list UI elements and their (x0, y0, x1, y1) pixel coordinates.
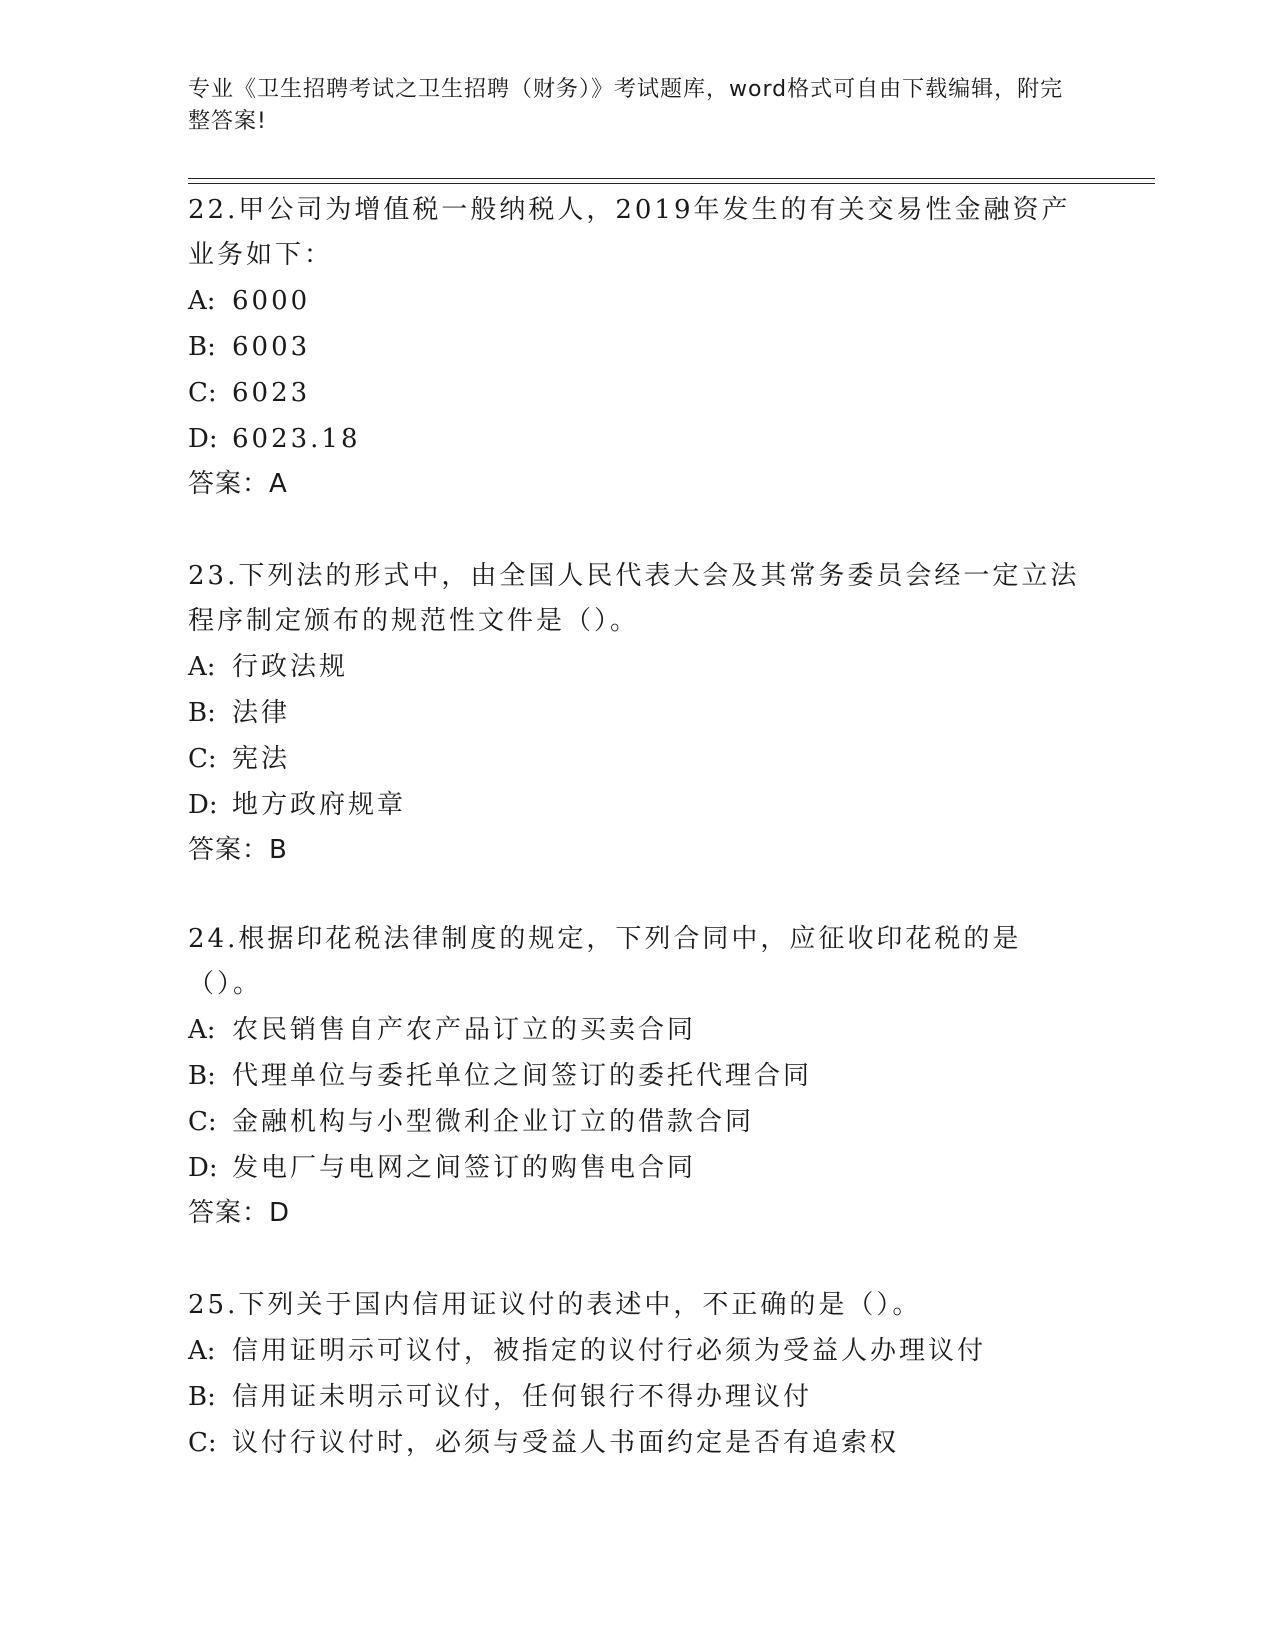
option-d (188, 416, 1088, 462)
option-key: D: (188, 1153, 218, 1183)
option-key: C: (188, 744, 217, 774)
option-key: B: (188, 698, 216, 728)
option-text: 6023 (232, 378, 311, 408)
option-text: 发电厂与电网之间签订的购售电合同 (232, 1153, 697, 1183)
header-divider-bottom (188, 183, 1155, 184)
option-a (188, 1328, 1088, 1374)
question-24 (188, 917, 1088, 1235)
option-text: 6003 (232, 332, 311, 362)
option-key: B: (188, 1061, 216, 1091)
question-23 (188, 554, 1088, 872)
option-d (188, 782, 1088, 828)
option-key: A: (188, 1336, 216, 1366)
option-a (188, 1007, 1088, 1053)
option-text: 金融机构与小型微利企业订立的借款合同 (232, 1107, 755, 1137)
header-divider-top (188, 178, 1155, 179)
option-c (188, 736, 1088, 782)
option-c (188, 1099, 1088, 1145)
option-text: 议付行议付时，必须与受益人书面约定是否有追索权 (232, 1428, 900, 1458)
question-22 (188, 188, 1088, 506)
option-c (188, 370, 1088, 416)
option-text: 信用证明示可议付，被指定的议付行必须为受益人办理议付 (232, 1336, 987, 1366)
option-text: 信用证未明示可议付，任何银行不得办理议付 (232, 1382, 813, 1412)
question-stem: 22.甲公司为增值税一般纳税人，2019年发生的有关交易性金融资产业务如下： (188, 195, 1071, 270)
option-text: 6023.18 (232, 424, 361, 454)
option-key: C: (188, 378, 217, 408)
answer-line: 答案：D (188, 1198, 291, 1228)
question-stem: 23.下列法的形式中，由全国人民代表大会及其常务委员会经一定立法程序制定颁布的规范性文件是（）。 (188, 561, 1080, 636)
option-key: A: (188, 1015, 216, 1045)
option-a (188, 644, 1088, 690)
option-text: 代理单位与委托单位之间签订的委托代理合同 (232, 1061, 813, 1091)
option-text: 行政法规 (232, 652, 349, 682)
option-b (188, 690, 1088, 736)
option-b (188, 1053, 1088, 1099)
option-key: A: (188, 286, 216, 316)
question-25 (188, 1283, 1088, 1466)
answer-line: 答案：B (188, 835, 288, 865)
option-a (188, 278, 1088, 324)
option-c (188, 1420, 1088, 1466)
option-key: D: (188, 790, 218, 820)
question-stem: 25.下列关于国内信用证议付的表述中，不正确的是（）。 (188, 1290, 922, 1320)
option-d (188, 1145, 1088, 1191)
answer-line: 答案：A (188, 469, 288, 499)
option-text: 6000 (232, 286, 311, 316)
option-key: D: (188, 424, 218, 454)
option-key: B: (188, 1382, 216, 1412)
option-text: 法律 (232, 698, 291, 728)
option-text: 宪法 (232, 744, 291, 774)
option-b (188, 324, 1088, 370)
option-key: C: (188, 1428, 217, 1458)
document-header: 专业《卫生招聘考试之卫生招聘（财务）》考试题库，word格式可自由下载编辑，附完整答案! (188, 77, 1064, 134)
option-key: B: (188, 332, 216, 362)
option-key: A: (188, 652, 216, 682)
option-b (188, 1374, 1088, 1420)
option-key: C: (188, 1107, 217, 1137)
option-text: 地方政府规章 (232, 790, 407, 820)
option-text: 农民销售自产农产品订立的买卖合同 (232, 1015, 697, 1045)
question-stem: 24.根据印花税法律制度的规定，下列合同中，应征收印花税的是（）。 (188, 924, 1022, 999)
